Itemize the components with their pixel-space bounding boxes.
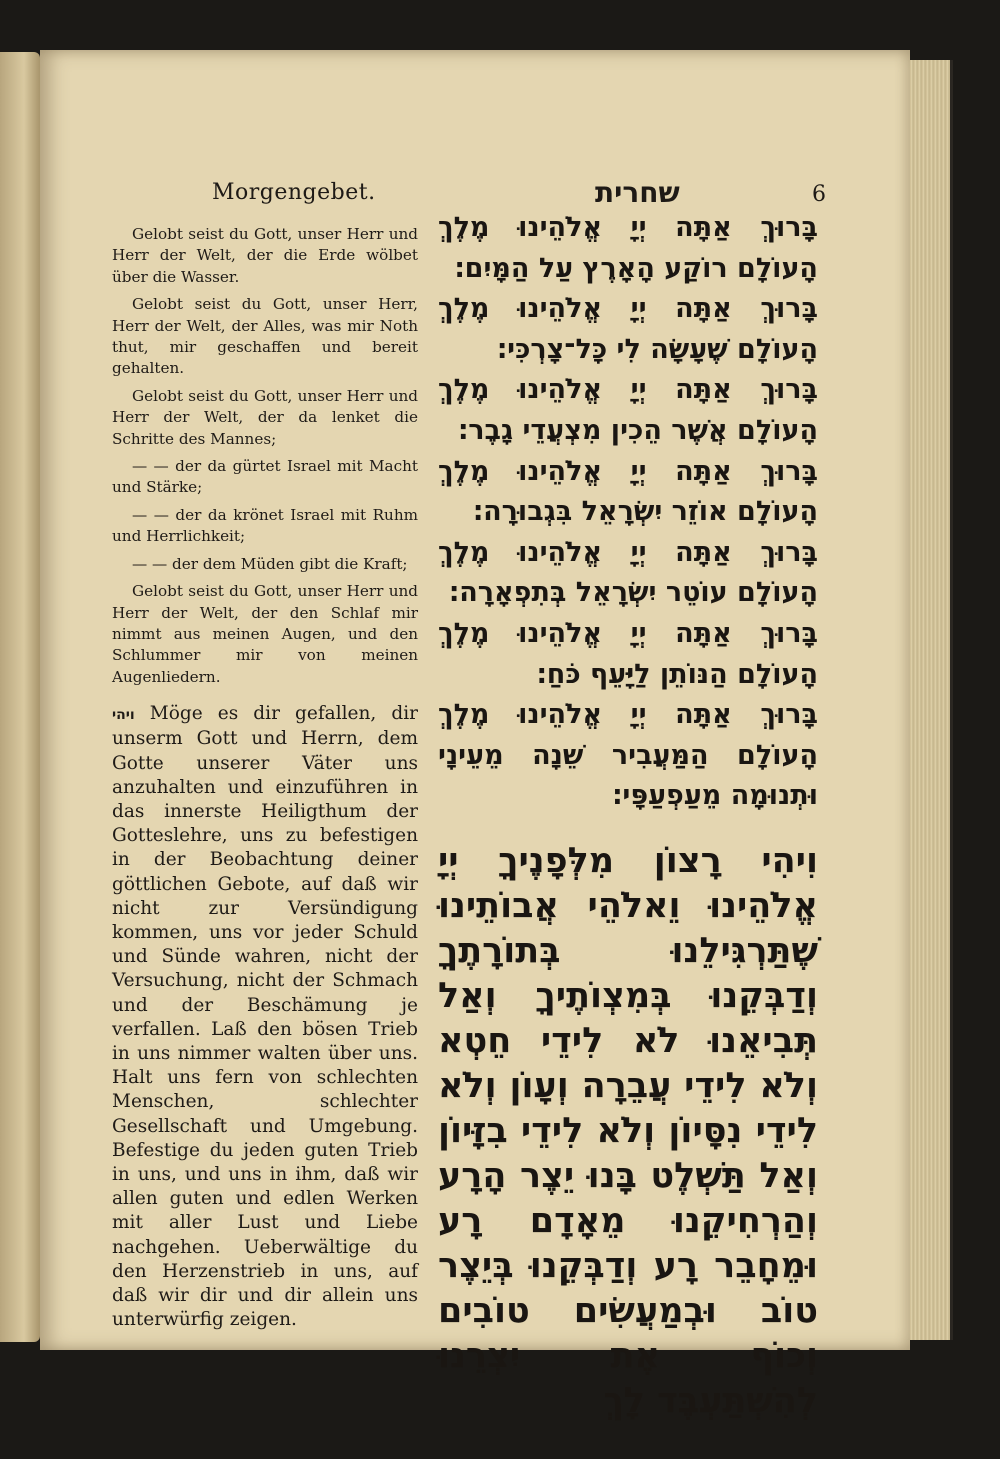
hebrew-blessing-5: בָּרוּךְ אַתָּה יְיָ אֱלֹהֵינוּ מֶלֶךְ הָעוֹלָם עוֹטֵר יִשְׂרָאֵל בְּתִפְאָרָה׃ bbox=[438, 536, 818, 609]
german-blessing-1: Gelobt seist du Gott, unser Herr und Herr der Welt, der die Erde wölbet über die Wasser. bbox=[112, 225, 418, 286]
german-blessing-4: — — der da gürtet Israel mit Macht und Stärke; bbox=[112, 457, 418, 497]
page-block-edges bbox=[910, 60, 953, 1340]
german-blessing-6: — — der dem Müden gibt die Kraft; bbox=[132, 554, 408, 573]
book-page bbox=[40, 50, 910, 1421]
german-blessing-2: Gelobt seist du Gott, unser Herr, Herr der Welt, der Alles, was mir Noth thut, mir geschaffen und bereit gehalten. bbox=[112, 295, 418, 378]
facing-page-edge bbox=[0, 52, 40, 1342]
german-yehi-text: Möge es dir gefallen, dir unserm Gott und Herrn, dem Gotte unserer Väter uns anzuhalten und einzuführen in das innerste Heiligthum der Gotteslehre, uns zu befestigen in der Beobachtung deiner göttlichen Gebote, auf daß wir nicht zur Versündigung kommen, uns vor jeder Schuld und Sünde wahren, nicht der Versuchung, nicht der Schmach und der Beschämung je verfallen. Laß den bösen Trieb in uns nimmer walten über uns. Halt uns fern von schlechten Menschen, schlechter Gesellschaft und Umgebung. Befestige du jeden guten Trieb in uns, und uns in ihm, daß wir allen guten und edlen Werken mit aller Lust und Liebe nachgehen. Ueberwältige du den Herzenstrieb in uns, auf daß wir dir und dir allein uns unterwürfig zeigen. bbox=[112, 703, 418, 1331]
yehi-marker: ויהי bbox=[112, 707, 135, 724]
hebrew-blessing-6: בָּרוּךְ אַתָּה יְיָ אֱלֹהֵינוּ מֶלֶךְ הָעוֹלָם הַנּוֹתֵן לַיָּעֵף כֹּחַ׃ bbox=[438, 617, 818, 690]
hebrew-blessing-3: בָּרוּךְ אַתָּה יְיָ אֱלֹהֵינוּ מֶלֶךְ הָעוֹלָם אֲשֶׁר הֵכִין מִצְעֲדֵי גָבֶר׃ bbox=[438, 374, 818, 446]
page-number: 6 bbox=[812, 182, 826, 207]
hebrew-column bbox=[438, 208, 818, 1459]
hebrew-blessing-4: בָּרוּךְ אַתָּה יְיָ אֱלֹהֵינוּ מֶלֶךְ הָעוֹלָם אוֹזֵר יִשְׂרָאֵל בִּגְבוּרָה׃ bbox=[438, 455, 818, 528]
german-blessings bbox=[112, 224, 418, 688]
german-running-title: Morgengebet. bbox=[212, 180, 376, 205]
hebrew-blessing-2: בָּרוּךְ אַתָּה יְיָ אֱלֹהֵינוּ מֶלֶךְ הָעוֹלָם שֶׁעָשָׂה לִי כָּל־צָרְכִּי׃ bbox=[438, 293, 818, 365]
german-blessing-5: — — der da krönet Israel mit Ruhm und Herrlichkeit; bbox=[112, 505, 418, 546]
german-blessing-7: Gelobt seist du Gott, unser Herr und Herr der Welt, der den Schlaf mir nimmt aus meinen Augen, und den Schlummer mir von meinen Augenliedern. bbox=[112, 582, 418, 686]
german-yehi-ratzon bbox=[112, 702, 418, 1332]
hebrew-blessing-7: בָּרוּךְ אַתָּה יְיָ אֱלֹהֵינוּ מֶלֶךְ הָעוֹלָם הַמַּעֲבִיר שֵׁנָה מֵעֵינָי וּתְנוּמָה מֵעַפְעַפָּי׃ bbox=[438, 699, 818, 812]
german-blessing-3: Gelobt seist du Gott, unser Herr und Herr der Welt, der da lenket die Schritte des Mannes; bbox=[112, 386, 418, 448]
hebrew-blessing-1: בָּרוּךְ אַתָּה יְיָ אֱלֹהֵינוּ מֶלֶךְ הָעוֹלָם רוֹקַע הָאָרֶץ עַל הַמָּיִם׃ bbox=[438, 212, 818, 284]
hebrew-yehi-ratzon: וִיהִי רָצוֹן מִלְּפָנֶיךָ יְיָ אֱלֹהֵינוּ וֵאלֹהֵי אֲבוֹתֵינוּ שֶׁתַּרְגִּילֵנוּ בְּתוֹרָתֶךָ וְדַבְּקֵנוּ בְּמִצְוֹתֶיךָ וְאַל תְּבִיאֵנוּ לֹא לִידֵי חֵטְא וְלֹא לִידֵי עֲבֵרָה וְעָוֹן וְלֹא לִידֵי נִסָּיוֹן וְלֹא לִידֵי בִזָּיוֹן וְאַל תַּשְׁלֶט בָּנוּ יֵצֶר הָרָע וְהַרְחִיקֵנוּ מֵאָדָם רָע וּמֵחָבֵר רָע וְדַבְּקֵנוּ בְּיֵצֶר טוֹב וּבְמַעֲשִׂים טוֹבִים וְכוֹף אֶת יִצְרֵנוּ לְהִשְׁתַּעְבֶּד לָךְ bbox=[438, 840, 818, 1421]
hebrew-running-title: שחרית bbox=[595, 176, 680, 209]
german-column bbox=[112, 224, 418, 1332]
